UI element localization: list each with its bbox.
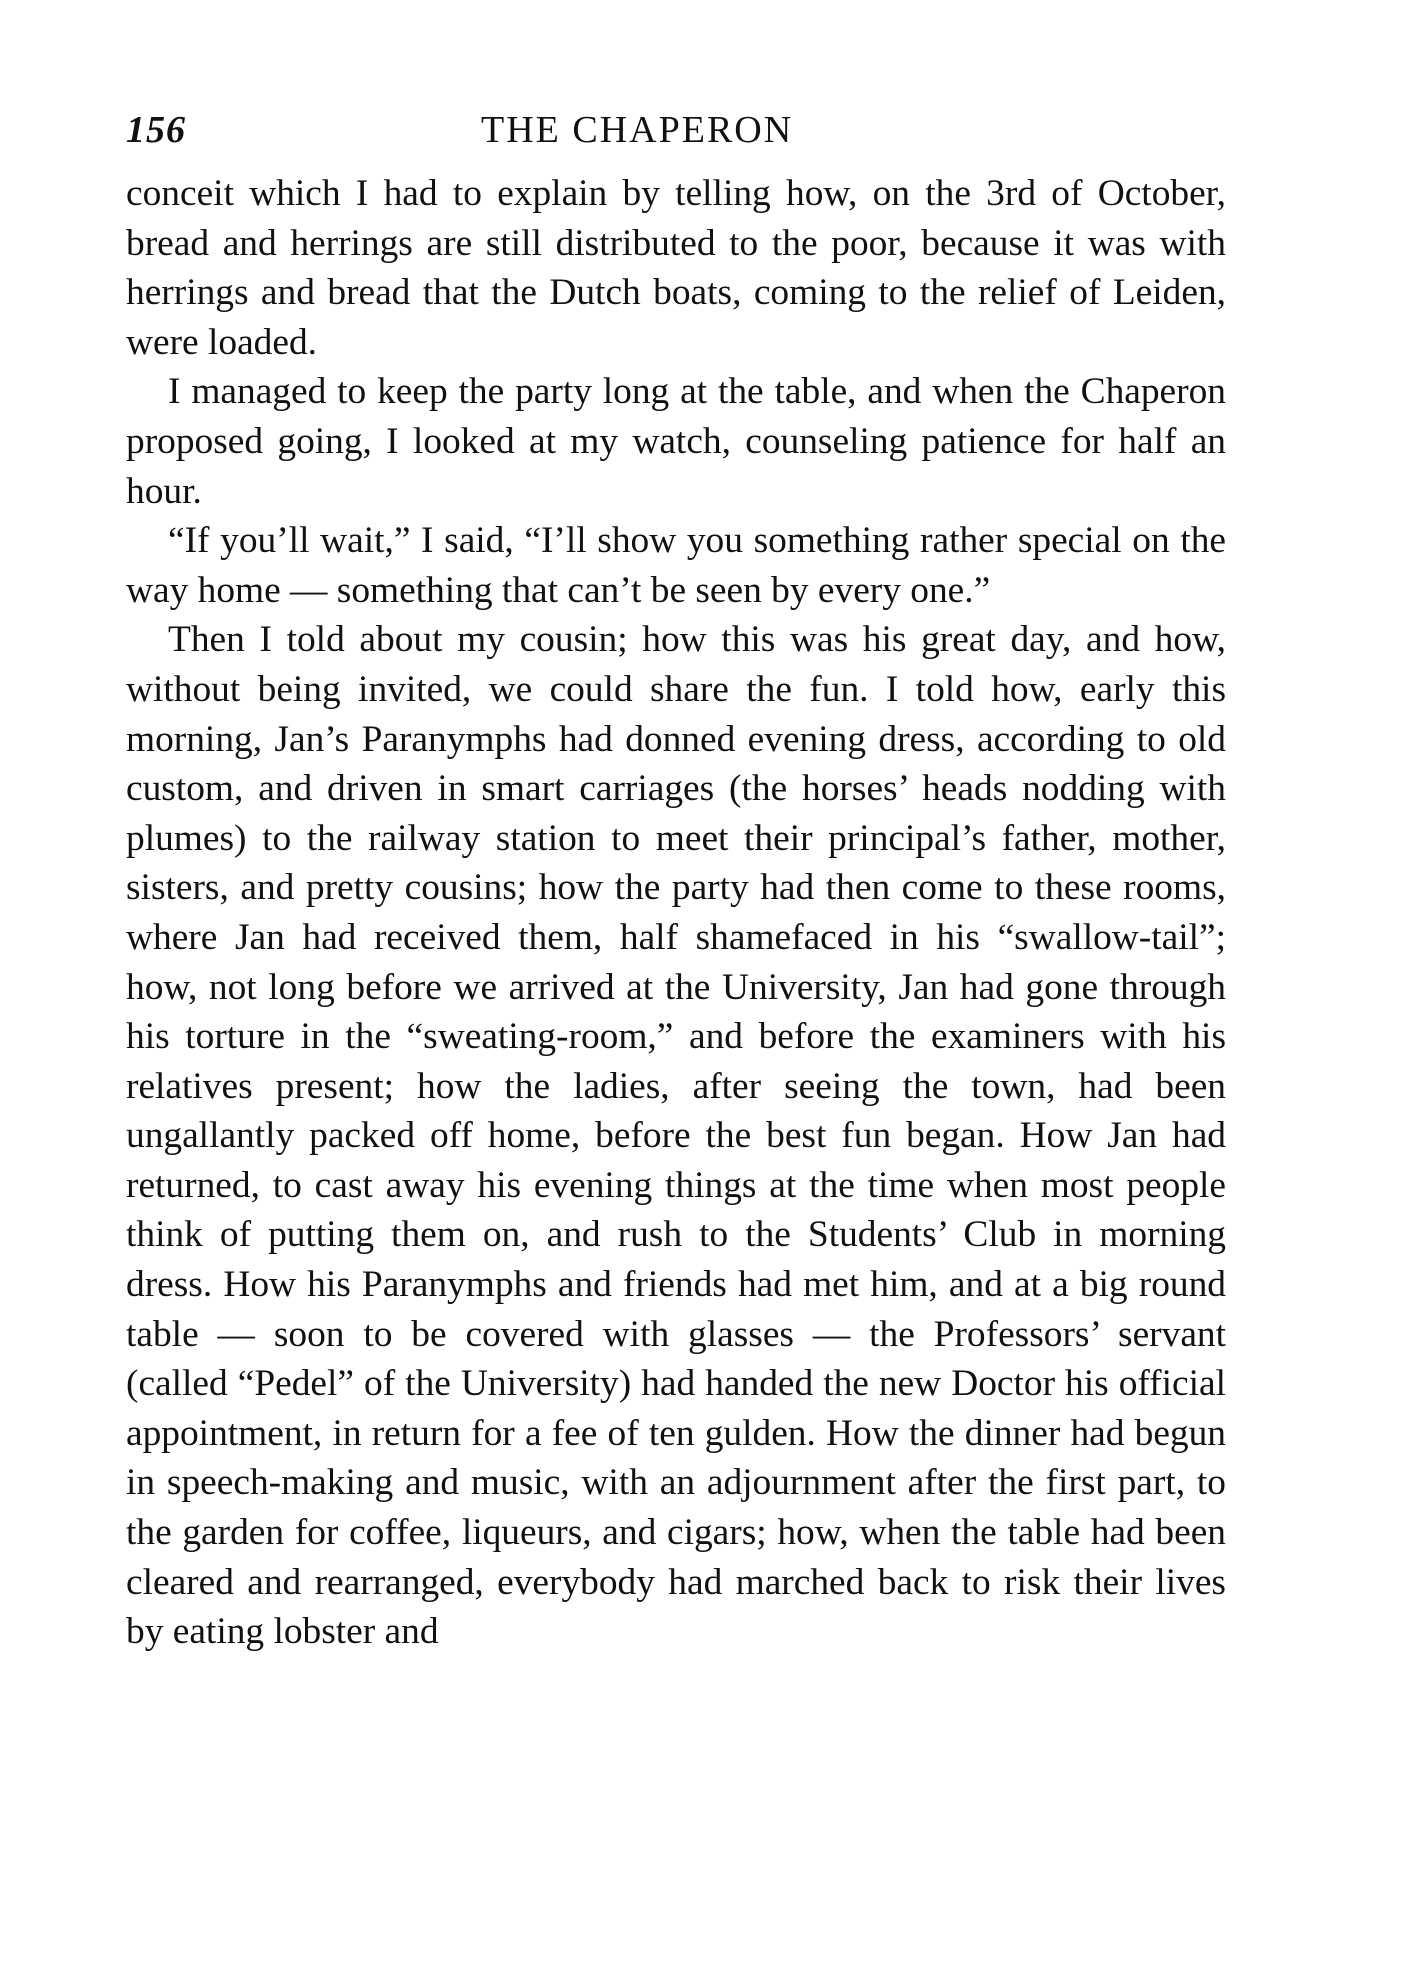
running-head [126, 108, 1226, 158]
running-title: THE CHAPERON [481, 109, 794, 151]
paragraph: “If you’ll wait,” I said, “I’ll show you something rather special on the way home — something that can’t be seen by every one.” [126, 520, 1226, 611]
paragraph-continuation: conceit which I had to explain by telling how, on the 3rd of October, bread and herrings are still distributed to the poor, because it was with herrings and bread that the Dutch boats, coming to the relief of Leiden, were loaded. [126, 173, 1226, 363]
paragraph: Then I told about my cousin; how this was his great day, and how, without being invited, we could share the fun. I told how, early this morning, Jan’s Paranymphs had donned evening dress, according to old custom, and driven in smart carriages (the horses’ heads nodding with plumes) to the railway station to meet their principal’s father, mother, sisters, and pretty cousins; how the party had then come to these rooms, where Jan had received them, half shamefaced in his “swallow-tail”; how, not long before we arrived at the University, Jan had gone through his torture in the “sweating-room,” and before the examiners with his relatives present; how the ladies, after seeing the town, had been ungallantly packed off home, before the best fun began. How Jan had returned, to cast away his evening things at the time when most people think of putting them on, and rush to the Students’ Club in morning dress. How his Paranymphs and friends had met him, and at a big round table — soon to be covered with glasses — the Professors’ servant (called “Pedel” of the University) had handed the new Doctor his official appointment, in return for a fee of ten gulden. How the dinner had begun in speech-making and music, with an adjournment after the first part, to the garden for coffee, liqueurs, and cigars; how, when the table had been cleared and rearranged, everybody had marched back to risk their lives by eating lobster and [126, 619, 1226, 1653]
page-number: 156 [126, 109, 186, 151]
body-text [126, 169, 1226, 1657]
paragraph: I managed to keep the party long at the table, and when the Chaperon proposed going, I looked at my watch, counseling patience for half an hour. [126, 371, 1226, 512]
